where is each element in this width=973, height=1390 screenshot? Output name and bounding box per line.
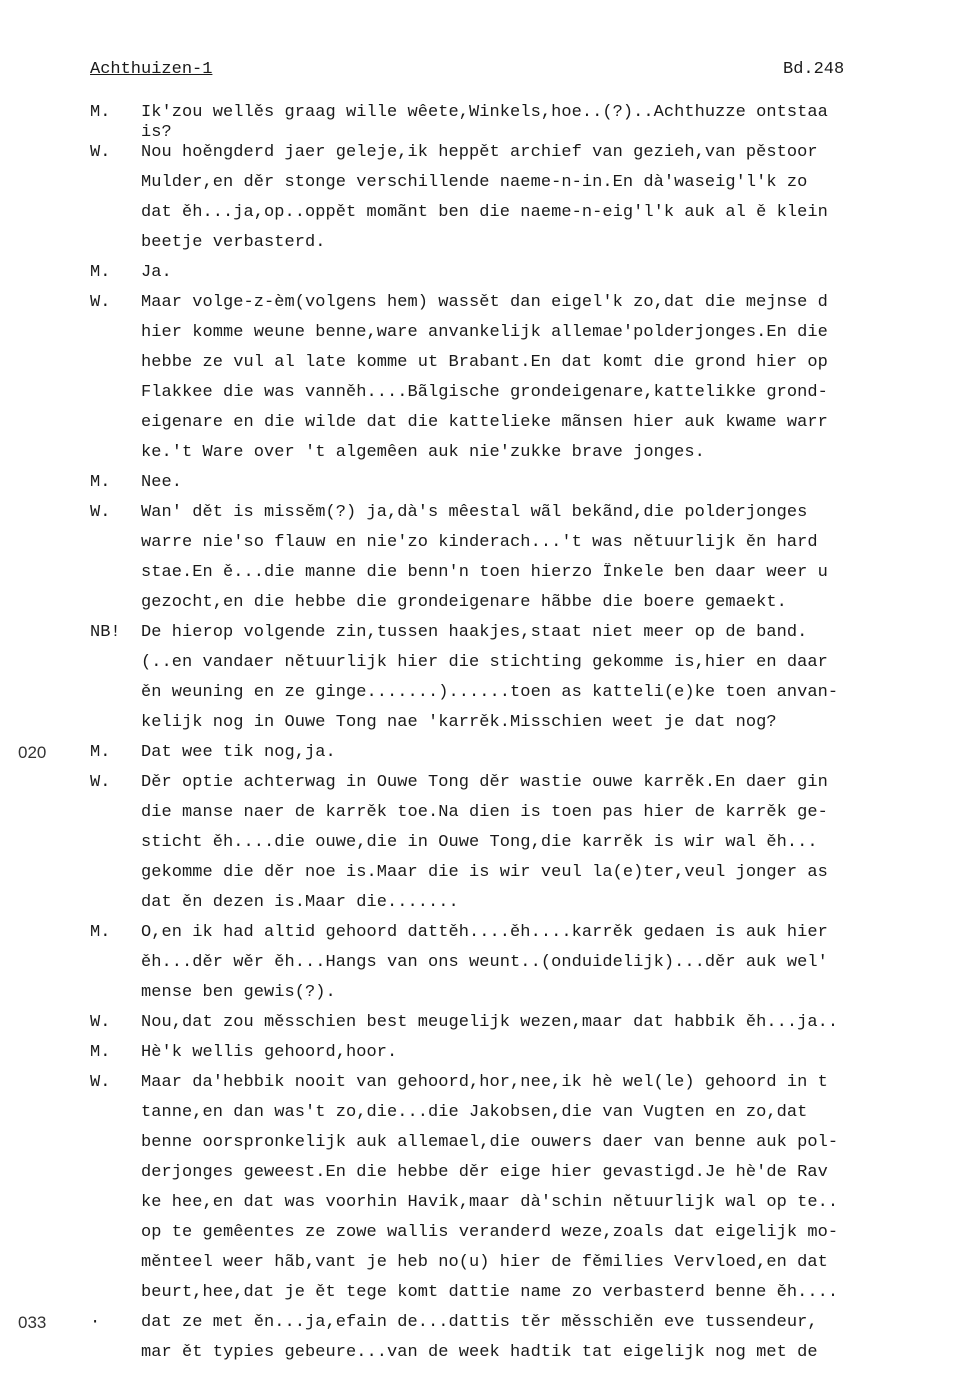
- transcript-line: [0, 923, 973, 953]
- line-text: hebbe ze vul al late komme ut Brabant.En dat komt die grond hier op: [141, 353, 828, 372]
- transcript-line: [0, 383, 973, 413]
- line-text: kelijk nog in Ouwe Tong nae 'karrěk.Misschien weet je dat nog?: [141, 713, 777, 732]
- transcript-line: [0, 1283, 973, 1313]
- speaker-label: M.: [90, 923, 111, 942]
- transcript-line: [0, 983, 973, 1013]
- transcript-line: [0, 143, 973, 173]
- line-text: ke.'t Ware over 't algemêen auk nie'zukke brave jonges.: [141, 443, 705, 462]
- transcript-line: [0, 203, 973, 233]
- transcript-line: [0, 953, 973, 983]
- line-text: dat ze met ěn...ja,efain de...dattis těr měsschiěn eve tussendeur,: [141, 1313, 818, 1332]
- transcript-line: [0, 1103, 973, 1133]
- transcript-line: [0, 1043, 973, 1073]
- transcript-line: [0, 1193, 973, 1223]
- line-text: O,en ik had altid gehoord dattěh....ěh....karrěk gedaen is auk hier: [141, 923, 828, 942]
- line-text: stae.En ě...die manne die benn'n toen hierzo Înkele ben daar weer u: [141, 563, 828, 582]
- transcript-line: [0, 653, 973, 683]
- transcript-line: [0, 1073, 973, 1103]
- line-text: is?: [141, 123, 172, 142]
- line-text: ěh...děr wěr ěh...Hangs van ons weunt..(onduidelijk)...děr auk wel': [141, 953, 828, 972]
- speaker-label: M.: [90, 743, 111, 762]
- speaker-label: W.: [90, 143, 111, 162]
- line-text: sticht ěh....die ouwe,die in Ouwe Tong,die karrěk is wir wal ěh...: [141, 833, 818, 852]
- tape-counter: 020: [18, 743, 47, 762]
- document-title: Achthuizen-1: [90, 60, 213, 79]
- transcript-line: [0, 893, 973, 923]
- line-text: měnteel weer hãb,vant je heb no(u) hier de fěmilies Vervloed,en dat: [141, 1253, 828, 1272]
- transcript-line: [0, 533, 973, 563]
- transcript-line: [0, 833, 973, 863]
- line-text: De hierop volgende zin,tussen haakjes,staat niet meer op de band.: [141, 623, 808, 642]
- line-text: derjonges geweest.En die hebbe děr eige hier gevastigd.Je hè'de Rav: [141, 1163, 828, 1182]
- line-text: Děr optie achterwag in Ouwe Tong děr wastie ouwe karrěk.En daer gin: [141, 773, 828, 792]
- line-text: benne oorspronkelijk auk allemael,die ouwers daer van benne auk pol-: [141, 1133, 839, 1152]
- line-text: dat ěn dezen is.Maar die.......: [141, 893, 459, 912]
- transcript-line: [0, 563, 973, 593]
- line-text: Hè'k wellis gehoord,hoor.: [141, 1043, 398, 1062]
- speaker-label: NB!: [90, 623, 121, 642]
- line-text: beurt,hee,dat je ět tege komt dattie name zo verbasterd benne ěh....: [141, 1283, 839, 1302]
- tape-counter: 033: [18, 1313, 47, 1332]
- line-text: warre nie'so flauw en nie'zo kinderach...'t was nětuurlijk ěn hard: [141, 533, 818, 552]
- transcript-line: [0, 323, 973, 353]
- transcript-line: [0, 623, 973, 653]
- line-text: eigenare en die wilde dat die kattelieke mãnsen hier auk kwame warr: [141, 413, 828, 432]
- line-text: Dat wee tik nog,ja.: [141, 743, 336, 762]
- line-text: Nee.: [141, 473, 183, 492]
- line-text: Wan' dět is missěm(?) ja,dà's mêestal wãl bekãnd,die polderjonges: [141, 503, 808, 522]
- transcript-line: [0, 443, 973, 473]
- line-text: Flakkee die was vanněh....Bãlgische grondeigenare,kattelikke grond-: [141, 383, 828, 402]
- speaker-label: W.: [90, 1013, 111, 1032]
- transcript-line: [0, 1013, 973, 1043]
- line-text: beetje verbasterd.: [141, 233, 326, 252]
- transcript-line: [0, 803, 973, 833]
- transcript-line: [0, 503, 973, 533]
- speaker-label: W.: [90, 1073, 111, 1092]
- transcript-line: [0, 683, 973, 713]
- speaker-label: M.: [90, 263, 111, 282]
- line-text: op te gemêentes ze zowe wallis veranderd weze,zoals dat eigelijk mo-: [141, 1223, 839, 1242]
- transcript-line: [0, 353, 973, 383]
- line-text: mense ben gewis(?).: [141, 983, 336, 1002]
- transcript-line: [0, 1163, 973, 1193]
- line-text: dat ěh...ja,op..oppět momãnt ben die naeme-n-eig'l'k auk al ě klein: [141, 203, 828, 222]
- line-text: Maar da'hebbik nooit van gehoord,hor,nee,ik hè wel(le) gehoord in t: [141, 1073, 828, 1092]
- line-text: ke hee,en dat was voorhin Havik,maar dà'schin nětuurlijk wal op te..: [141, 1193, 839, 1212]
- line-text: gezocht,en die hebbe die grondeigenare hãbbe die boere gemaekt.: [141, 593, 787, 612]
- transcript-line: [0, 293, 973, 323]
- speaker-label: ·: [90, 1313, 101, 1332]
- line-text: tanne,en dan was't zo,die...die Jakobsen,die van Vugten en zo,dat: [141, 1103, 808, 1122]
- line-text: gekomme die děr noe is.Maar die is wir veul la(e)ter,veul jonger as: [141, 863, 828, 882]
- line-text: Nou hoěngderd jaer geleje,ik heppět archief van gezieh,van pěstoor: [141, 143, 818, 162]
- tape-reference: Bd.248: [783, 60, 845, 79]
- speaker-label: W.: [90, 503, 111, 522]
- line-text: Mulder,en děr stonge verschillende naeme-n-in.En dà'waseig'l'k zo: [141, 173, 808, 192]
- transcript-line: [0, 743, 973, 773]
- transcript-line: [0, 1133, 973, 1163]
- transcript-line: [0, 473, 973, 503]
- line-text: hier komme weune benne,ware anvankelijk allemae'polderjonges.En die: [141, 323, 828, 342]
- transcript-line: [0, 863, 973, 893]
- line-text: Maar volge-z-èm(volgens hem) wassět dan eigel'k zo,dat die mejnse d: [141, 293, 828, 312]
- transcript-line: [0, 233, 973, 263]
- speaker-label: M.: [90, 1043, 111, 1062]
- transcript-line: [0, 773, 973, 803]
- transcript-line: [0, 713, 973, 743]
- transcript-line: [0, 1253, 973, 1283]
- speaker-label: W.: [90, 293, 111, 312]
- speaker-label: W.: [90, 773, 111, 792]
- line-text: Nou,dat zou měsschien best meugelijk wezen,maar dat habbik ěh...ja..: [141, 1013, 839, 1032]
- line-text: Ik'zou wellěs graag wille wêete,Winkels,hoe..(?)..Achthuzze ontstaa: [141, 103, 828, 122]
- transcript-line: [0, 1343, 973, 1373]
- transcript-line: [0, 1313, 973, 1343]
- line-text: Ja.: [141, 263, 172, 282]
- line-text: mar ět typies gebeure...van de week hadtik tat eigelijk nog met de: [141, 1343, 818, 1362]
- line-text: (..en vandaer nětuurlijk hier die stichting gekomme is,hier en daar: [141, 653, 828, 672]
- speaker-label: M.: [90, 103, 111, 122]
- transcript-line: [0, 593, 973, 623]
- transcript-line: [0, 1223, 973, 1253]
- line-text: die manse naer de karrěk toe.Na dien is toen pas hier de karrěk ge-: [141, 803, 828, 822]
- speaker-label: M.: [90, 473, 111, 492]
- line-text: ěn weuning en ze ginge.......)......toen as katteli(e)ke toen anvan-: [141, 683, 839, 702]
- transcript-line: [0, 173, 973, 203]
- transcript-line: [0, 263, 973, 293]
- transcript-line: [0, 413, 973, 443]
